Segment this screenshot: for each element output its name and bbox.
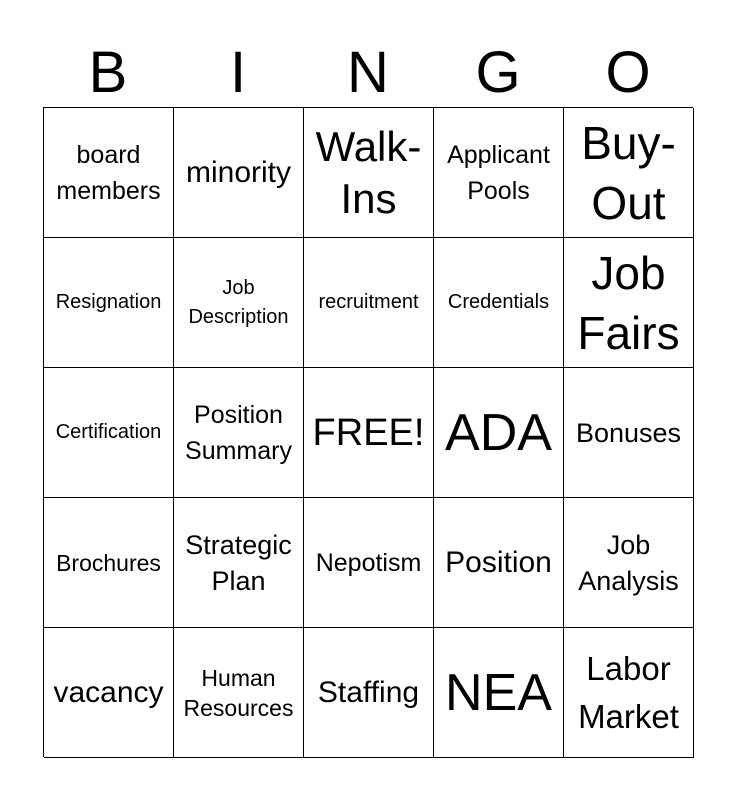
cell-text: Job Fairs	[577, 246, 680, 359]
free-space-cell[interactable]	[304, 368, 434, 498]
cell-text: Brochures	[56, 549, 161, 576]
bingo-cell[interactable]	[304, 108, 434, 238]
bingo-cell[interactable]	[44, 628, 174, 758]
bingo-cell[interactable]	[174, 368, 304, 498]
cell-text: Walk-Ins	[315, 122, 422, 222]
bingo-header	[43, 40, 693, 106]
cell-text: NEA	[445, 663, 552, 722]
bingo-cell[interactable]	[564, 108, 694, 238]
bingo-cell[interactable]	[174, 238, 304, 368]
bingo-cell[interactable]	[174, 498, 304, 628]
cell-text: Position	[445, 545, 552, 579]
bingo-cell[interactable]	[304, 498, 434, 628]
cell-text: Resignation	[55, 291, 162, 313]
header-letter-b: B	[88, 40, 128, 105]
cell-text: Staffing	[317, 675, 420, 709]
cell-text: Job Description	[188, 276, 289, 328]
bingo-cell[interactable]	[44, 108, 174, 238]
bingo-cell[interactable]	[44, 498, 174, 628]
cell-text: Human Resources	[183, 664, 294, 721]
free-space-text: FREE!	[312, 411, 425, 454]
bingo-cell[interactable]	[44, 238, 174, 368]
bingo-cell[interactable]	[564, 238, 694, 368]
cell-text: ADA	[445, 403, 552, 462]
bingo-cell[interactable]	[434, 368, 564, 498]
bingo-cell[interactable]	[44, 368, 174, 498]
bingo-cell[interactable]	[434, 108, 564, 238]
cell-text: Job Analysis	[578, 529, 679, 596]
cell-text: Applicant Pools	[447, 140, 550, 205]
header-letter-o: O	[605, 40, 651, 105]
bingo-cell[interactable]	[304, 628, 434, 758]
bingo-cell[interactable]	[304, 238, 434, 368]
cell-text: Nepotism	[315, 548, 422, 577]
bingo-cell[interactable]	[174, 108, 304, 238]
bingo-cell[interactable]	[434, 628, 564, 758]
cell-text: minority	[185, 155, 291, 189]
cell-text: recruitment	[318, 291, 419, 313]
bingo-cell[interactable]	[434, 498, 564, 628]
bingo-cell[interactable]	[174, 628, 304, 758]
header-letter-g: G	[475, 40, 521, 105]
cell-text: vacancy	[53, 675, 164, 709]
cell-text: Strategic Plan	[185, 529, 292, 596]
cell-text: Labor Market	[578, 649, 679, 735]
bingo-card-grid	[43, 107, 693, 757]
cell-text: Position Summary	[185, 400, 292, 465]
bingo-cell[interactable]	[434, 238, 564, 368]
cell-text: Credentials	[447, 291, 550, 313]
cell-text: Buy-Out	[581, 116, 676, 229]
header-letter-n: N	[347, 40, 389, 105]
header-letter-i: I	[229, 40, 247, 105]
cell-text: Certification	[55, 421, 162, 443]
cell-text: Bonuses	[575, 417, 682, 448]
bingo-cell[interactable]	[564, 368, 694, 498]
bingo-cell[interactable]	[564, 628, 694, 758]
bingo-cell[interactable]	[564, 498, 694, 628]
cell-text: board members	[56, 140, 161, 205]
